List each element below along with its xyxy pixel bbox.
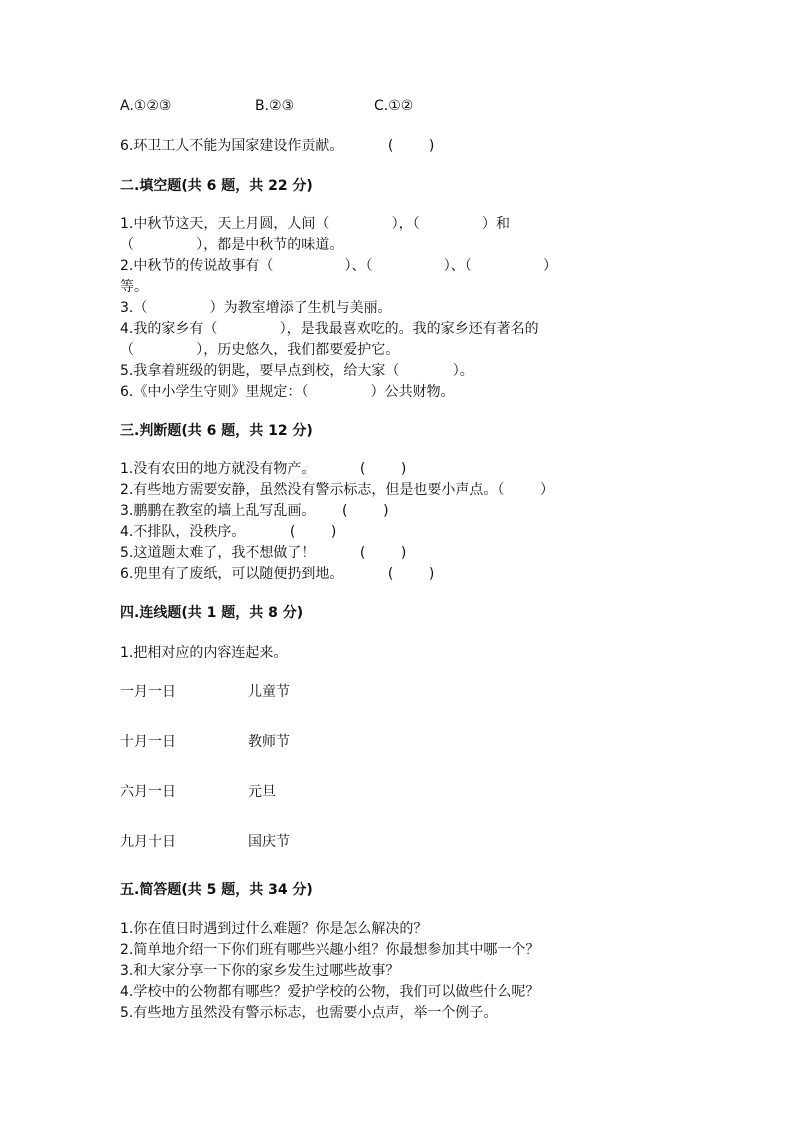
match-right-item: 教师节: [248, 734, 290, 750]
fill-line: 6.《中小学生守则》里规定：（ ）公共财物。: [120, 384, 455, 400]
fill-line: 4.我的家乡有（ ），是我最喜欢吃的。我的家乡还有著名的: [120, 321, 539, 337]
match-right-item: 国庆节: [248, 834, 290, 850]
judge-line: 4.不排队，没秩序。 ( ): [120, 524, 337, 540]
fill-line: 1.中秋节这天，天上月圆，人间（ ），（ ）和: [120, 216, 510, 232]
option-b: B.②③: [255, 98, 295, 114]
short-answer-line: 3.和大家分享一下你的家乡发生过哪些故事？: [120, 963, 400, 979]
section-heading-fill: 二.填空题(共 6 题，共 22 分): [120, 178, 313, 194]
match-left-item: 一月一日: [120, 684, 176, 700]
match-prompt: 1.把相对应的内容连起来。: [120, 645, 288, 661]
fill-line: （ ），都是中秋节的味道。: [120, 237, 344, 253]
match-left-item: 十月一日: [120, 734, 176, 750]
fill-line: （ ），历史悠久，我们都要爱护它。: [120, 342, 400, 358]
short-answer-line: 5.有些地方虽然没有警示标志，也需要小点声，举一个例子。: [120, 1005, 498, 1021]
judge-line: 1.没有农田的地方就没有物产。 ( ): [120, 461, 407, 477]
judge-line: 6.兜里有了废纸，可以随便扔到地。 ( ): [120, 566, 435, 582]
fill-line: 等。: [120, 279, 148, 295]
judge-line: 3.鹏鹏在教室的墙上乱写乱画。 ( ): [120, 503, 389, 519]
fill-line: 2.中秋节的传说故事有（ ）、（ ）、（ ）: [120, 258, 557, 274]
option-a: A.①②③: [120, 98, 172, 114]
question-prev-6: 6.环卫工人不能为国家建设作贡献。 ( ): [120, 138, 435, 154]
short-answer-line: 4.学校中的公物都有哪些？爱护学校的公物，我们可以做些什么呢？: [120, 984, 540, 1000]
section-heading-match: 四.连线题(共 1 题，共 8 分): [120, 605, 304, 621]
judge-line: 2.有些地方需要安静，虽然没有警示标志，但是也要小声点。（ ）: [120, 482, 554, 498]
match-right-item: 元旦: [248, 784, 276, 800]
fill-line: 5.我拿着班级的钥匙，要早点到校，给大家（ ）。: [120, 363, 474, 379]
match-left-item: 九月十日: [120, 834, 176, 850]
section-heading-short-answer: 五.简答题(共 5 题，共 34 分): [120, 882, 313, 898]
section-heading-judge: 三.判断题(共 6 题，共 12 分): [120, 423, 313, 439]
judge-line: 5.这道题太难了，我不想做了！ ( ): [120, 545, 407, 561]
match-right-item: 儿童节: [248, 684, 290, 700]
fill-line: 3.（ ）为教室增添了生机与美丽。: [120, 300, 392, 316]
short-answer-line: 1.你在值日时遇到过什么难题？你是怎么解决的？: [120, 921, 428, 937]
match-left-item: 六月一日: [120, 784, 176, 800]
option-c: C.①②: [374, 98, 414, 114]
short-answer-line: 2.简单地介绍一下你们班有哪些兴趣小组？你最想参加其中哪一个？: [120, 942, 540, 958]
